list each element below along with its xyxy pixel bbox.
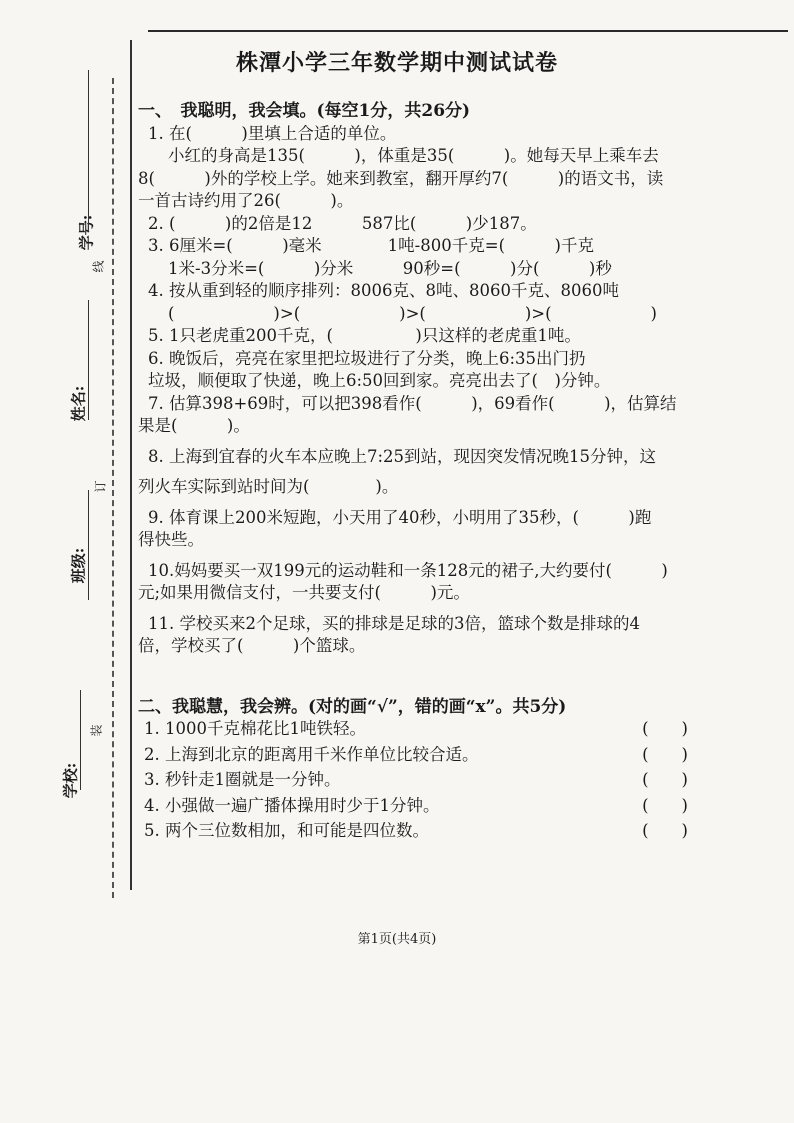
judge-item bbox=[138, 795, 788, 818]
judge-item bbox=[138, 744, 788, 767]
question-line: 11. 学校买来2个足球，买的排球是足球的3倍，篮球个数是排球的4 bbox=[148, 613, 640, 633]
question-line: 列火车实际到站时间为( )。 bbox=[138, 477, 399, 496]
cut-mark-ding: 订 bbox=[93, 480, 108, 493]
question-line: 果是( )。 bbox=[138, 416, 250, 435]
binding-border-line bbox=[130, 40, 132, 890]
cut-mark-xian: 线 bbox=[91, 260, 106, 273]
school-field-line bbox=[80, 690, 81, 790]
class-label: 班级: bbox=[69, 547, 88, 584]
judge-item-text: 2. 上海到北京的距离用千米作单位比较合适。 bbox=[144, 744, 479, 764]
page-number: 第1页(共4页) bbox=[357, 932, 437, 947]
answer-parentheses[interactable]: ( ) bbox=[642, 719, 688, 738]
question-line: 4. 按从重到轻的顺序排列：8006克、8吨、8060千克、8060吨 bbox=[148, 281, 619, 300]
student-id-field-line bbox=[88, 70, 89, 230]
judge-item-text: 4. 小强做一遍广播体操用时少于1分钟。 bbox=[144, 795, 440, 815]
section-2-heading: 二、我聪慧，我会辨。(对的画“√”，错的画“x”。共5分) bbox=[138, 696, 567, 717]
judge-item bbox=[138, 718, 788, 741]
exam-title: 株潭小学三年数学期中测试试卷 bbox=[235, 50, 558, 76]
question-line: 1米-3分米=( )分米 90秒=( )分( )秒 bbox=[168, 258, 612, 278]
exam-content bbox=[138, 98, 788, 843]
question-line: 2. ( )的2倍是12 587比( )少187。 bbox=[148, 213, 537, 233]
question-line: 5. 1只老虎重200千克，( )只这样的老虎重1吨。 bbox=[148, 326, 581, 345]
top-rule bbox=[148, 30, 788, 32]
question-line: 得快些。 bbox=[138, 530, 204, 549]
judge-item bbox=[138, 769, 788, 792]
answer-parentheses[interactable]: ( ) bbox=[642, 744, 688, 764]
question-line: 6. 晚饭后，亮亮在家里把垃圾进行了分类，晚上6:35出门扔 bbox=[148, 348, 586, 368]
answer-parentheses[interactable]: ( ) bbox=[642, 770, 688, 789]
question-line: 元;如果用微信支付，一共要支付( )元。 bbox=[138, 583, 470, 602]
cut-dashed-line bbox=[112, 78, 114, 898]
question-line: ( )>( )>( )>( ) bbox=[168, 303, 657, 323]
answer-parentheses[interactable]: ( ) bbox=[642, 795, 688, 815]
judge-item-text: 1. 1000千克棉花比1吨铁轻。 bbox=[144, 719, 366, 738]
question-line: 小红的身高是135( )，体重是35( )。她每天早上乘车去 bbox=[168, 146, 659, 165]
name-field-line bbox=[88, 300, 89, 420]
name-label: 姓名: bbox=[69, 385, 88, 422]
question-line: 垃圾，顺便取了快递，晚上6:50回到家。亮亮出去了( )分钟。 bbox=[148, 371, 611, 390]
question-line: 1. 在( )里填上合适的单位。 bbox=[148, 123, 397, 143]
judge-item bbox=[138, 820, 788, 843]
school-label: 学校: bbox=[61, 762, 80, 799]
section-1-heading: 一、 我聪明，我会填。(每空1分，共26分) bbox=[138, 101, 471, 121]
question-line: 8( )外的学校上学。她来到教室，翻开厚约7( )的语文书，读 bbox=[138, 168, 664, 188]
answer-parentheses[interactable]: ( ) bbox=[642, 821, 688, 840]
question-line: 8. 上海到宜春的火车本应晚上7:25到站，现因突发情况晚15分钟，这 bbox=[148, 446, 657, 466]
class-field-line bbox=[88, 490, 89, 600]
question-line: 9. 体育课上200米短跑，小天用了40秒，小明用了35秒，( )跑 bbox=[148, 507, 652, 527]
question-line: 7. 估算398+69时，可以把398看作( )，69看作( )，估算结 bbox=[148, 393, 677, 413]
judge-item-text: 3. 秒针走1圈就是一分钟。 bbox=[144, 770, 341, 789]
question-line: 一首古诗约用了26( )。 bbox=[138, 191, 354, 210]
judge-item-text: 5. 两个三位数相加，和可能是四位数。 bbox=[144, 821, 429, 840]
student-id-label: 学号: bbox=[77, 214, 96, 251]
question-line: 倍，学校买了( )个篮球。 bbox=[138, 636, 366, 655]
cut-mark-zhuang: 装 bbox=[89, 724, 104, 737]
question-line: 10.妈妈要买一双199元的运动鞋和一条128元的裙子,大约要付( ) bbox=[148, 560, 668, 580]
question-line: 3. 6厘米=( )毫米 1吨-800千克=( )千克 bbox=[148, 236, 594, 255]
